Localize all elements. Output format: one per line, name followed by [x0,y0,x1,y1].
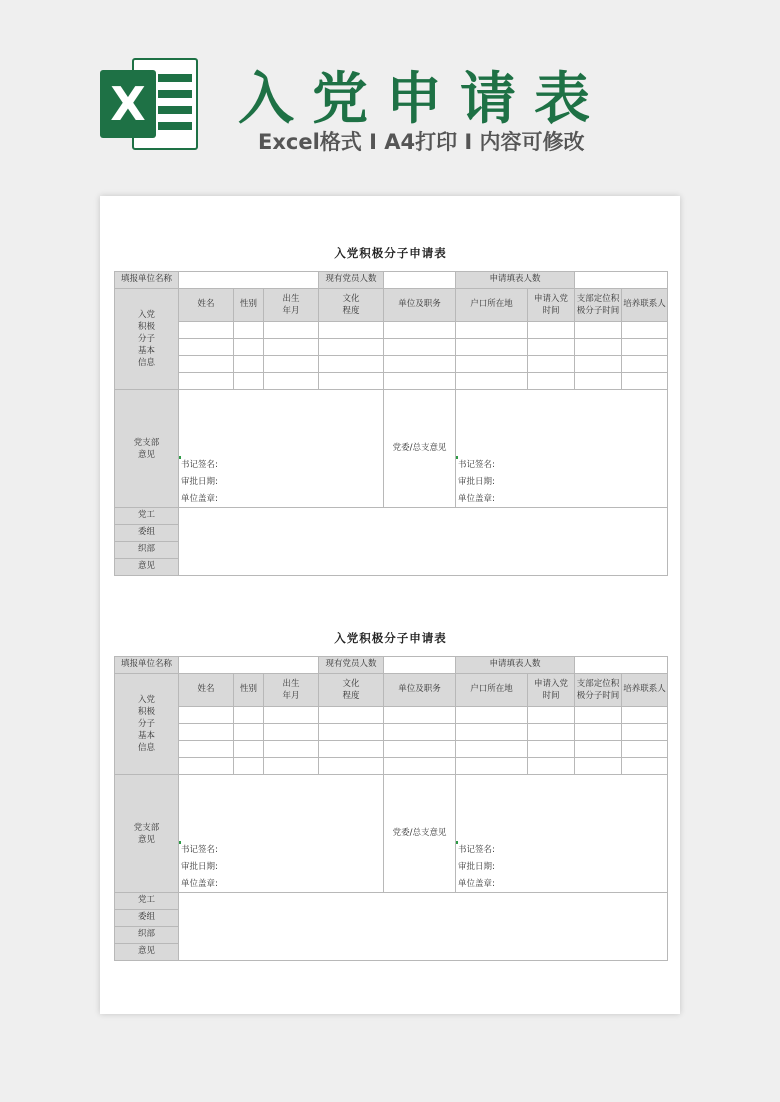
form-table [114,656,668,961]
secretary-sign-label: 书记签名: [181,845,218,855]
applicant-count-label: 申请填表人数 [456,272,575,289]
approval-date-label: 审批日期: [458,862,495,872]
basic-info-label: 入党 积极 分子 基本 信息 [115,289,179,390]
party-count-label: 现有党员人数 [319,272,384,289]
col-activist-time: 支部定位积 极分子时间 [575,674,622,707]
org-dept-opinion-field[interactable] [179,893,668,961]
approval-date-label: 审批日期: [181,477,218,487]
page-header [0,0,780,175]
unit-seal-label: 单位盖章: [458,494,495,504]
page-subtitle: Excel格式 I A4打印 I 内容可修改 [258,130,585,154]
form-title: 入党积极分子申请表 [334,246,447,260]
col-apply-time: 申请入党 时间 [528,289,575,322]
table-row [115,707,668,724]
approval-date-label: 审批日期: [181,862,218,872]
party-count-input[interactable] [384,272,456,289]
application-form-1 [114,244,667,576]
table-row [115,339,668,356]
col-apply-time: 申请入党 时间 [528,674,575,707]
table-row [115,373,668,390]
org-dept-label-1: 党工 [115,893,179,910]
org-dept-label-3: 织部 [115,927,179,944]
table-row [115,322,668,339]
excel-logo-icon [100,58,202,150]
secretary-sign-label: 书记签名: [181,460,218,470]
secretary-sign-label: 书记签名: [458,460,495,470]
org-dept-label-2: 委组 [115,910,179,927]
committee-opinion-label: 党委/总支意见 [384,390,456,508]
form-title: 入党积极分子申请表 [334,631,447,645]
col-activist-time: 支部定位积 极分子时间 [575,289,622,322]
fill-unit-label: 填报单位名称 [115,657,179,674]
col-contact: 培养联系人 [622,674,668,707]
table-row [115,356,668,373]
col-name: 姓名 [179,674,234,707]
col-gender: 性别 [234,674,264,707]
col-gender: 性别 [234,289,264,322]
branch-opinion-label: 党支部 意见 [115,390,179,508]
org-dept-opinion-field[interactable] [179,508,668,576]
unit-seal-label: 单位盖章: [181,879,218,889]
org-dept-label-4: 意见 [115,944,179,961]
col-hukou: 户口所在地 [456,289,528,322]
org-dept-label-4: 意见 [115,559,179,576]
document-page [100,196,680,1014]
fill-unit-label: 填报单位名称 [115,272,179,289]
col-unit-position: 单位及职务 [384,674,456,707]
col-education: 文化 程度 [319,289,384,322]
org-dept-label-1: 党工 [115,508,179,525]
applicant-count-label: 申请填表人数 [456,657,575,674]
org-dept-label-3: 织部 [115,542,179,559]
col-contact: 培养联系人 [622,289,668,322]
branch-opinion-label: 党支部 意见 [115,775,179,893]
applicant-count-input[interactable] [575,272,668,289]
unit-seal-label: 单位盖章: [181,494,218,504]
table-row [115,758,668,775]
col-birth: 出生 年月 [264,289,319,322]
secretary-sign-label: 书记签名: [458,845,495,855]
org-dept-label-2: 委组 [115,525,179,542]
col-unit-position: 单位及职务 [384,289,456,322]
basic-info-label: 入党 积极 分子 基本 信息 [115,674,179,775]
approval-date-label: 审批日期: [458,477,495,487]
committee-opinion-field[interactable] [456,775,668,893]
table-row [115,724,668,741]
table-row [115,741,668,758]
col-name: 姓名 [179,289,234,322]
branch-opinion-field[interactable] [179,390,384,508]
application-form-2 [114,629,667,961]
committee-opinion-field[interactable] [456,390,668,508]
unit-seal-label: 单位盖章: [458,879,495,889]
applicant-count-input[interactable] [575,657,668,674]
branch-opinion-field[interactable] [179,775,384,893]
col-hukou: 户口所在地 [456,674,528,707]
party-count-input[interactable] [384,657,456,674]
fill-unit-input[interactable] [179,657,319,674]
committee-opinion-label: 党委/总支意见 [384,775,456,893]
fill-unit-input[interactable] [179,272,319,289]
form-table [114,271,668,576]
page-title: 入党申请表 [238,67,608,132]
party-count-label: 现有党员人数 [319,657,384,674]
col-birth: 出生 年月 [264,674,319,707]
excel-badge: X [100,70,156,138]
col-education: 文化 程度 [319,674,384,707]
